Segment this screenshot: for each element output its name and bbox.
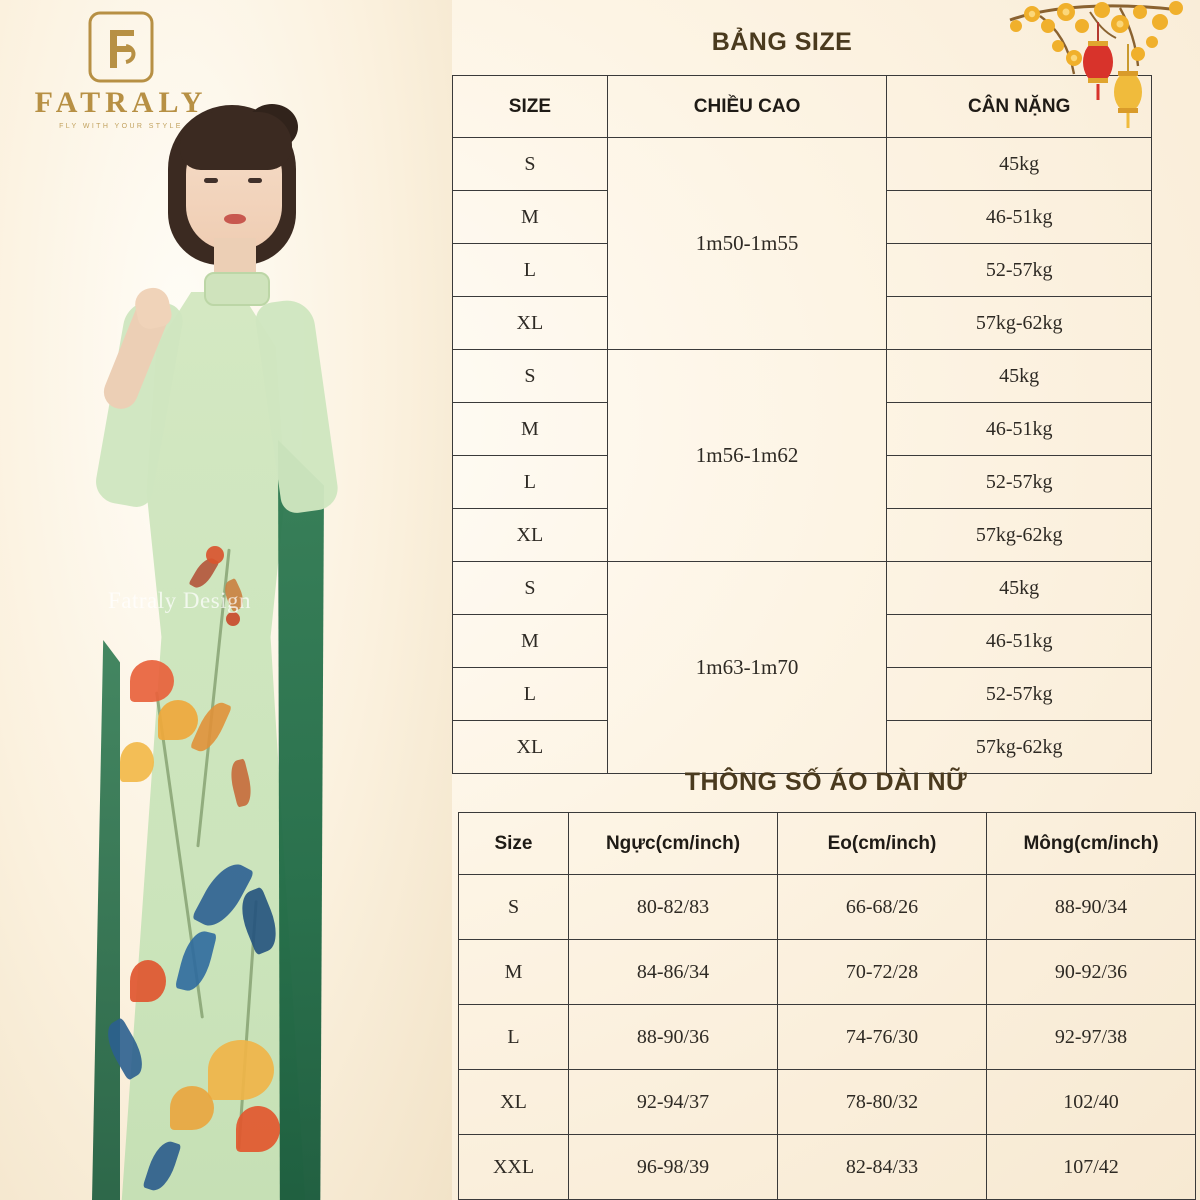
- spec-hip-cell: 92-97/38: [987, 1005, 1196, 1070]
- table-row: [459, 1135, 1196, 1200]
- ao-dai-model-illustration: [0, 0, 452, 1200]
- weight-cell: 46-51kg: [887, 615, 1152, 668]
- floral-blossom: [170, 1086, 214, 1130]
- floral-blossom: [236, 1106, 280, 1152]
- floral-blossom: [120, 742, 154, 782]
- spec-size-cell: XXL: [459, 1135, 569, 1200]
- size-table-header-row: [453, 76, 1152, 138]
- size-cell: XL: [453, 509, 608, 562]
- table-row: [453, 562, 1152, 615]
- size-cell: XL: [453, 297, 608, 350]
- height-cell: 1m63-1m70: [607, 562, 887, 774]
- weight-cell: 52-57kg: [887, 668, 1152, 721]
- table-row: [453, 350, 1152, 403]
- spec-size-cell: M: [459, 940, 569, 1005]
- fatraly-monogram-icon: [84, 10, 158, 84]
- spec-waist-cell: 82-84/33: [778, 1135, 987, 1200]
- spec-waist-cell: 74-76/30: [778, 1005, 987, 1070]
- size-table: [452, 75, 1152, 774]
- table-row: [459, 940, 1196, 1005]
- weight-cell: 52-57kg: [887, 244, 1152, 297]
- size-header-weight: CÂN NẶNG: [887, 76, 1152, 138]
- weight-cell: 45kg: [887, 138, 1152, 191]
- spec-hip-cell: 102/40: [987, 1070, 1196, 1135]
- spec-hip-cell: 107/42: [987, 1135, 1196, 1200]
- spec-header-size: Size: [459, 813, 569, 875]
- size-cell: S: [453, 350, 608, 403]
- weight-cell: 46-51kg: [887, 191, 1152, 244]
- table-row: [459, 1005, 1196, 1070]
- spec-bust-cell: 96-98/39: [569, 1135, 778, 1200]
- floral-blossom: [208, 1040, 274, 1100]
- photo-watermark: Fatraly Design: [108, 588, 252, 613]
- size-cell: M: [453, 191, 608, 244]
- size-table-title: BẢNG SIZE: [711, 28, 853, 56]
- floral-blossom: [130, 660, 174, 702]
- model-lips: [224, 214, 246, 224]
- model-eye-right: [248, 178, 262, 183]
- weight-cell: 45kg: [887, 562, 1152, 615]
- spec-hip-cell: 90-92/36: [987, 940, 1196, 1005]
- dress-side-panel-left: [92, 640, 120, 1200]
- height-cell: 1m50-1m55: [607, 138, 887, 350]
- size-cell: L: [453, 244, 608, 297]
- floral-blossom: [130, 960, 166, 1002]
- table-row: [459, 1070, 1196, 1135]
- spec-size-cell: S: [459, 875, 569, 940]
- weight-cell: 52-57kg: [887, 456, 1152, 509]
- mandarin-collar: [204, 272, 270, 306]
- brand-logo: [26, 10, 216, 130]
- brand-name: FATRALY: [34, 86, 208, 119]
- size-cell: M: [453, 615, 608, 668]
- size-header-height: CHIỀU CAO: [607, 76, 887, 138]
- spec-header-bust: Ngực(cm/inch): [569, 813, 778, 875]
- floral-blossom: [226, 612, 240, 626]
- spec-table-header-row: [459, 813, 1196, 875]
- brand-tagline: FLY WITH YOUR STYLE: [59, 123, 183, 130]
- spec-table: [458, 812, 1196, 1200]
- weight-cell: 46-51kg: [887, 403, 1152, 456]
- dress-side-panel-right: [278, 440, 324, 1200]
- spec-bust-cell: 88-90/36: [569, 1005, 778, 1070]
- spec-header-hip: Mông(cm/inch): [987, 813, 1196, 875]
- weight-cell: 45kg: [887, 350, 1152, 403]
- model-photo: [0, 0, 452, 1200]
- spec-bust-cell: 80-82/83: [569, 875, 778, 940]
- size-cell: L: [453, 456, 608, 509]
- spec-hip-cell: 88-90/34: [987, 875, 1196, 940]
- spec-size-cell: XL: [459, 1070, 569, 1135]
- weight-cell: 57kg-62kg: [887, 297, 1152, 350]
- spec-header-waist: Eo(cm/inch): [778, 813, 987, 875]
- weight-cell: 57kg-62kg: [887, 509, 1152, 562]
- spec-waist-cell: 70-72/28: [778, 940, 987, 1005]
- size-header-size: SIZE: [453, 76, 608, 138]
- floral-blossom: [158, 700, 198, 740]
- weight-cell: 57kg-62kg: [887, 721, 1152, 774]
- size-cell: S: [453, 562, 608, 615]
- size-cell: S: [453, 138, 608, 191]
- model-eye-left: [204, 178, 218, 183]
- spec-bust-cell: 92-94/37: [569, 1070, 778, 1135]
- spec-waist-cell: 66-68/26: [778, 875, 987, 940]
- table-row: [459, 875, 1196, 940]
- floral-blossom: [206, 546, 224, 564]
- spec-table-title: THÔNG SỐ ÁO DÀI NỮ: [684, 768, 968, 796]
- spec-bust-cell: 84-86/34: [569, 940, 778, 1005]
- size-cell: M: [453, 403, 608, 456]
- chart-content: [452, 0, 1200, 1200]
- size-cell: XL: [453, 721, 608, 774]
- height-cell: 1m56-1m62: [607, 350, 887, 562]
- table-row: [453, 138, 1152, 191]
- spec-size-cell: L: [459, 1005, 569, 1070]
- spec-waist-cell: 78-80/32: [778, 1070, 987, 1135]
- size-cell: L: [453, 668, 608, 721]
